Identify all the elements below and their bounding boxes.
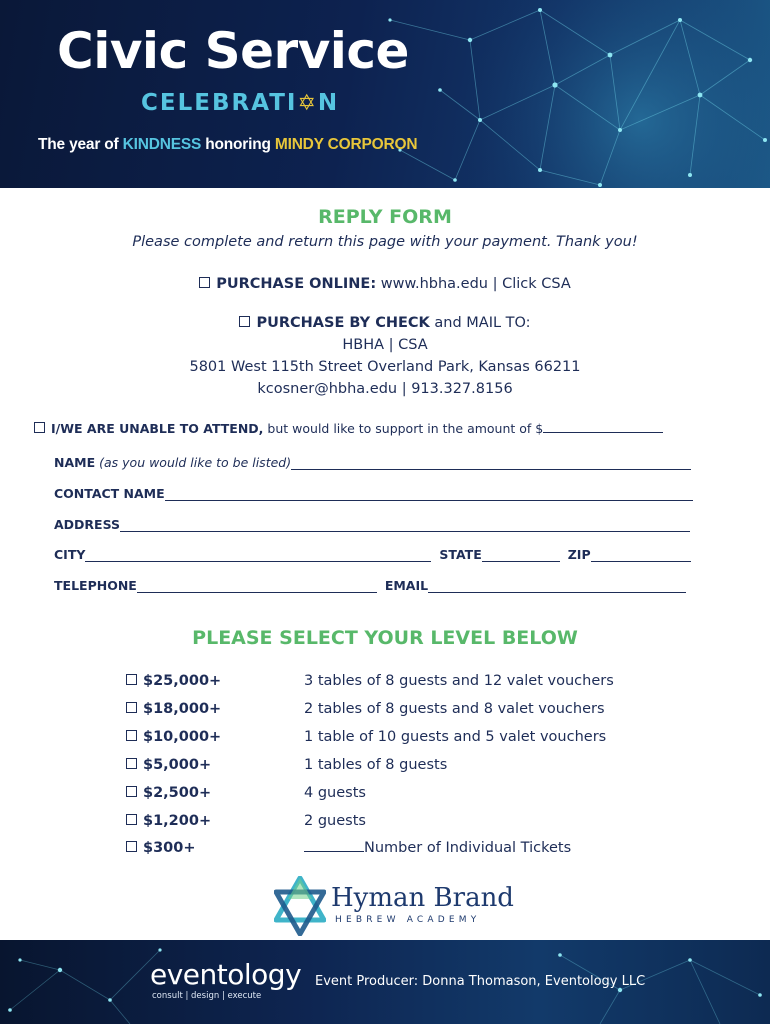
level-description: 1 table of 10 guests and 5 valet vouchers <box>304 729 607 745</box>
state-field[interactable] <box>482 548 560 562</box>
level-amount <box>126 701 221 717</box>
level-amount <box>126 729 221 745</box>
unable-to-attend-option <box>34 419 663 436</box>
city-state-zip-row <box>54 547 691 562</box>
purchase-check-label: PURCHASE BY CHECK <box>256 315 430 331</box>
level-checkbox[interactable] <box>126 786 137 797</box>
address-row <box>54 517 690 532</box>
level-description: 3 tables of 8 guests and 12 valet vouchers <box>304 673 614 689</box>
level-amount <box>126 813 211 829</box>
mail-address-line-2: 5801 West 115th Street Overland Park, Kansas 66211 <box>189 359 581 375</box>
level-description: 2 guests <box>304 813 366 829</box>
header-banner <box>0 0 770 188</box>
mail-address-line-3: kcosner@hbha.edu | 913.327.8156 <box>257 381 513 397</box>
level-option[interactable] <box>126 840 646 862</box>
hyman-brand-logo-text: Hyman Brand <box>331 883 514 913</box>
unable-to-attend-checkbox[interactable] <box>34 422 45 433</box>
tagline-part-1: The year of <box>38 136 123 153</box>
level-checkbox[interactable] <box>126 841 137 852</box>
level-option[interactable] <box>126 757 646 779</box>
purchase-online-option <box>0 276 770 292</box>
purchase-online-text: www.hbha.edu | Click CSA <box>380 276 571 292</box>
eventology-tagline: consult | design | execute <box>152 991 262 1001</box>
name-hint: (as you would like to be listed) <box>99 455 292 470</box>
level-amount <box>126 757 211 773</box>
donation-amount-field[interactable] <box>543 419 663 433</box>
level-checkbox[interactable] <box>126 758 137 769</box>
telephone-field[interactable] <box>137 579 377 593</box>
address-field[interactable] <box>120 518 690 532</box>
mail-address-line-1: HBHA | CSA <box>342 337 428 353</box>
reply-instructions: Please complete and return this page with your payment. Thank you! <box>132 234 638 250</box>
level-option[interactable] <box>126 813 646 835</box>
subtitle-start: CELEBRATI <box>141 90 298 116</box>
name-label: NAME <box>54 455 96 470</box>
purchase-check-checkbox[interactable] <box>239 316 250 327</box>
zip-label: ZIP <box>567 547 591 562</box>
level-amount <box>126 673 221 689</box>
contact-name-field[interactable] <box>165 487 693 501</box>
zip-field[interactable] <box>591 548 691 562</box>
footer-banner <box>0 940 770 1024</box>
eventology-logo: eventology <box>150 958 302 991</box>
event-producer-credit: Event Producer: Donna Thomason, Eventology LLC <box>315 974 646 989</box>
ticket-count-label: Number of Individual Tickets <box>364 840 572 856</box>
hyman-brand-star-logo-icon <box>274 876 326 936</box>
hebrew-academy-logo-text: HEBREW ACADEMY <box>335 915 481 925</box>
level-amount-text: $25,000+ <box>143 673 222 689</box>
level-option[interactable] <box>126 701 646 723</box>
city-label: CITY <box>54 547 86 562</box>
level-description: 1 tables of 8 guests <box>304 757 448 773</box>
level-description: 2 tables of 8 guests and 8 valet vouchers <box>304 701 605 717</box>
contact-name-row <box>54 486 693 501</box>
level-description <box>304 840 571 856</box>
contact-name-label: CONTACT NAME <box>54 486 165 501</box>
event-title: Civic Service <box>57 22 409 80</box>
ticket-count-field[interactable] <box>304 840 364 852</box>
levels-heading: PLEASE SELECT YOUR LEVEL BELOW <box>192 627 578 649</box>
tagline-part-3: honoring <box>201 136 275 153</box>
level-amount-text: $5,000+ <box>143 757 212 773</box>
purchase-check-text: and MAIL TO: <box>434 315 531 331</box>
telephone-email-row <box>54 578 686 593</box>
level-checkbox[interactable] <box>126 814 137 825</box>
level-amount-text: $2,500+ <box>143 785 212 801</box>
purchase-online-label: PURCHASE ONLINE: <box>216 276 377 292</box>
city-field[interactable] <box>85 548 431 562</box>
name-row <box>54 455 691 470</box>
tagline-kindness: KINDNESS <box>122 136 202 153</box>
purchase-check-option <box>0 315 770 331</box>
purchase-online-checkbox[interactable] <box>199 277 210 288</box>
name-field[interactable] <box>291 456 691 470</box>
level-amount-text: $18,000+ <box>143 701 222 717</box>
level-amount-text: $10,000+ <box>143 729 222 745</box>
email-field[interactable] <box>428 579 686 593</box>
level-option[interactable] <box>126 785 646 807</box>
tagline-honoree: MINDY CORPORON <box>274 136 418 153</box>
level-amount <box>126 840 196 856</box>
address-label: ADDRESS <box>54 517 121 532</box>
unable-to-attend-label: I/WE ARE UNABLE TO ATTEND, <box>51 421 264 436</box>
level-amount-text: $1,200+ <box>143 813 212 829</box>
level-amount-text: $300+ <box>143 840 196 856</box>
level-checkbox[interactable] <box>126 674 137 685</box>
email-label: EMAIL <box>384 578 429 593</box>
telephone-label: TELEPHONE <box>54 578 137 593</box>
event-tagline <box>38 136 417 154</box>
star-of-david-icon: ✡ <box>297 91 318 116</box>
unable-to-attend-text: but would like to support in the amount of $ <box>267 421 544 436</box>
level-checkbox[interactable] <box>126 730 137 741</box>
level-option[interactable] <box>126 673 646 695</box>
reply-form-heading: REPLY FORM <box>318 206 452 228</box>
subtitle-end: N <box>317 90 340 116</box>
state-label: STATE <box>439 547 482 562</box>
level-description: 4 guests <box>304 785 366 801</box>
level-option[interactable] <box>126 729 646 751</box>
event-subtitle <box>141 90 339 116</box>
level-checkbox[interactable] <box>126 702 137 713</box>
level-amount <box>126 785 211 801</box>
